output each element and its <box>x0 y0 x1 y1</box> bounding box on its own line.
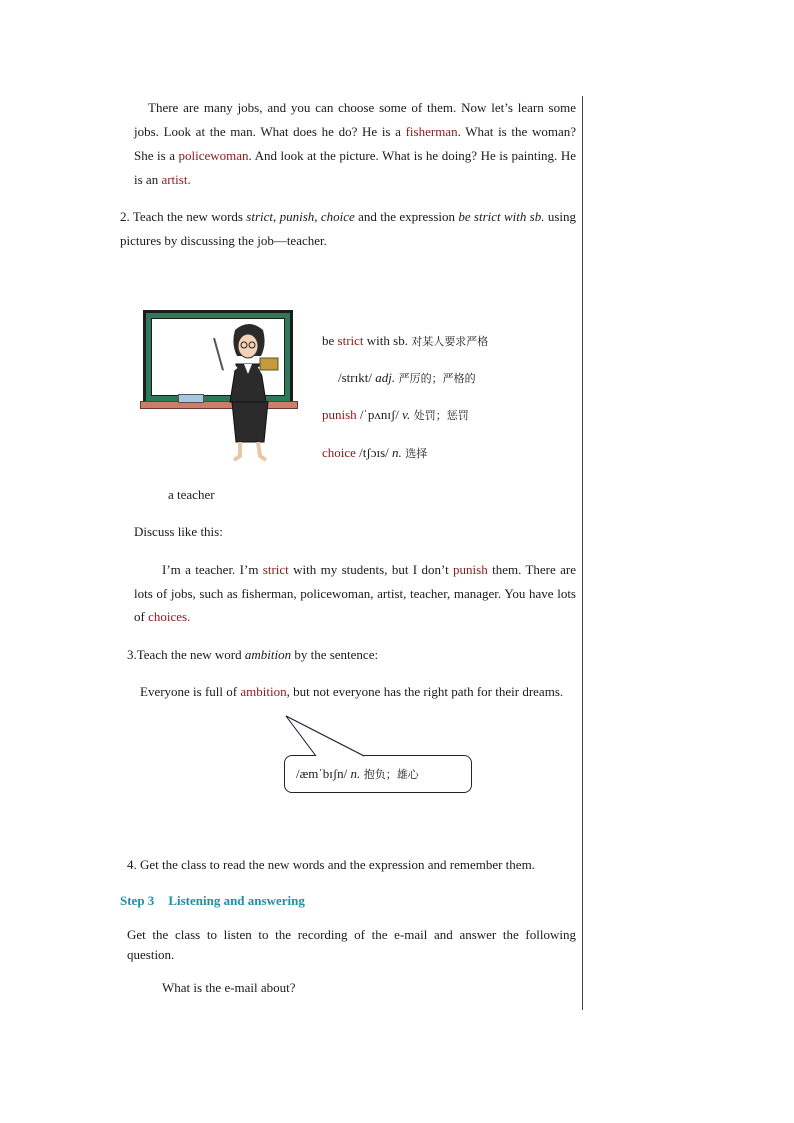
intro-paragraph: There are many jobs, and you can choose some of them. Now let’s learn some jobs. Look at the man. What does he do? He is a fisherman. What is the woman? She is a policewoman. And look at the picture. What is he doing? He is painting. He is an artist. <box>134 100 576 187</box>
vocab-strict: /strɪkt/ adj. 严厉的；严格的 <box>338 370 476 385</box>
word-fisherman: fisherman <box>405 124 458 139</box>
step-title: Listening and answering <box>168 893 305 908</box>
item-4: 4. Get the class to read the new words and the expression and remember them. <box>127 857 535 872</box>
teacher-illustration <box>140 308 300 468</box>
speech-bubble-tail <box>280 712 370 758</box>
listen-instruction: Get the class to listen to the recording of the e-mail and answer the following question. <box>127 927 576 962</box>
teacher-figure <box>140 308 300 468</box>
margin-rule <box>582 96 583 1010</box>
step-number: Step 3 <box>120 893 155 908</box>
vocab-choice: choice /tʃɔɪs/ n. 选择 <box>322 445 428 460</box>
vocab-be-strict-with: be strict with sb. 对某人要求严格 <box>322 333 489 348</box>
ambition-sentence: Everyone is full of ambition, but not everyone has the right path for their dreams. <box>140 684 564 699</box>
word-artist: artist. <box>161 172 191 187</box>
discuss-label: Discuss like this: <box>134 524 223 539</box>
image-caption: a teacher <box>168 487 215 502</box>
item-2: 2. Teach the new words strict, punish, choice and the expression be strict with sb. using pictures by discussing the job—teacher. <box>120 209 576 248</box>
bubble-definition: /æmˈbɪʃn/ n. 抱负；雄心 <box>296 766 419 781</box>
step3-heading <box>120 889 305 913</box>
vocab-punish: punish /ˈpʌnɪʃ/ v. 处罚；惩罚 <box>322 407 469 422</box>
discuss-paragraph: I’m a teacher. I’m strict with my students, but I don’t punish them. There are lots of jobs, such as fisherman, policewoman, artist, teacher, manager. You have lots of choices. <box>134 562 576 624</box>
item-3: 3.Teach the new word ambition by the sentence: <box>127 647 379 662</box>
word-policewoman: policewoman <box>178 148 249 163</box>
question: What is the e-mail about? <box>162 980 296 995</box>
